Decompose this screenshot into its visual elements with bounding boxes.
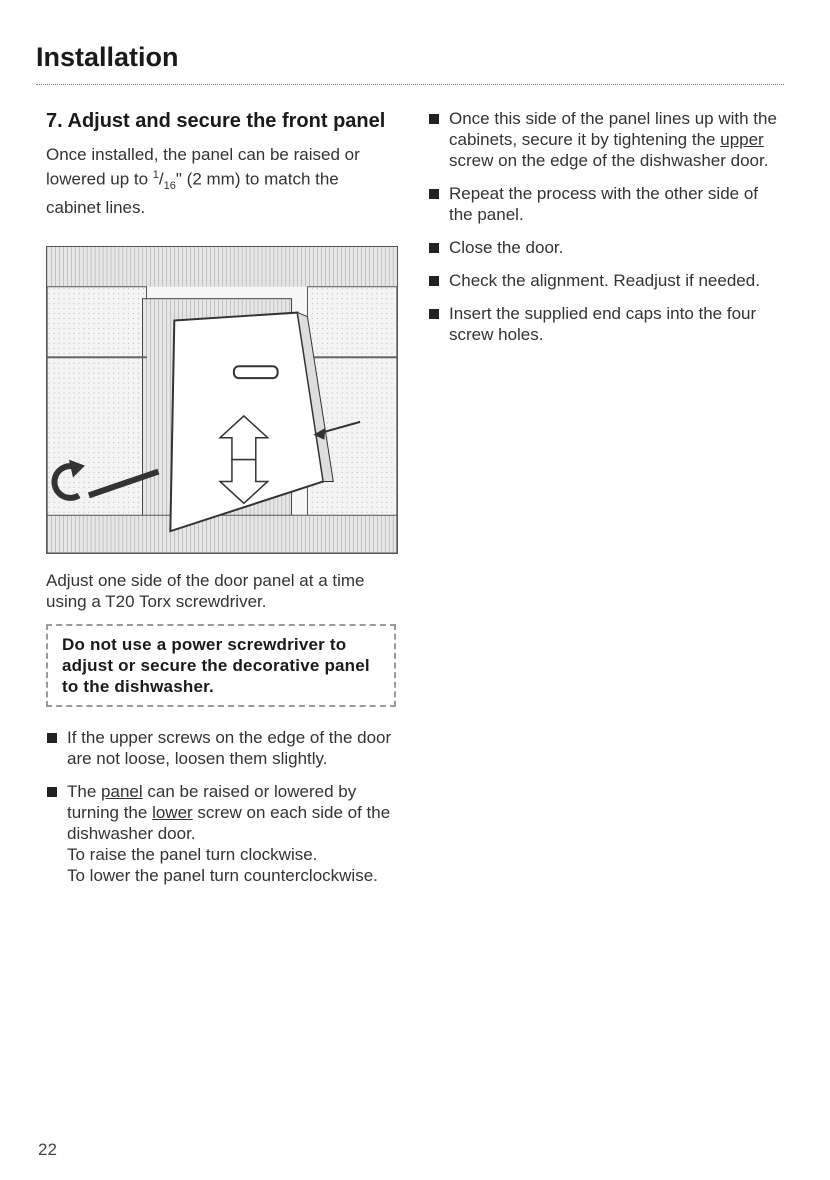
list-item <box>428 108 784 171</box>
list-item <box>428 237 784 258</box>
bullet-square-icon <box>429 243 439 253</box>
step-text-line: To lower the panel turn counterclockwise. <box>67 866 378 886</box>
step-text-part: Once this side of the panel lines up with the cabinets, secure it by tightening the <box>449 109 777 149</box>
bullet-square-icon <box>429 276 439 286</box>
right-column <box>428 108 784 357</box>
step-text-part: can be raised or lowered <box>142 782 334 802</box>
step-text: Close the door. <box>449 238 564 257</box>
intro-text-end: " (2 mm) to match the cabinet lines. <box>46 169 339 218</box>
list-item <box>428 270 784 291</box>
header-divider <box>36 84 784 85</box>
step-heading: 7. Adjust and secure the front panel <box>46 110 386 132</box>
step-text: Repeat the process with the other side of the panel. <box>449 184 759 224</box>
list-item <box>428 183 784 225</box>
warning-box: Do not use a power screwdriver to adjust or secure the decorative panel to the dishwasher. <box>46 624 396 707</box>
page-number: 22 <box>38 1140 57 1159</box>
list-item <box>46 727 396 769</box>
step-text-part: The <box>67 782 102 802</box>
bullet-square-icon <box>429 189 439 199</box>
page-section-title: Installation <box>36 42 179 72</box>
list-item <box>46 781 396 886</box>
fraction-denominator: 16 <box>163 180 176 193</box>
step-text-line: To raise the panel turn clockwise. <box>67 845 318 865</box>
underlined-word: upper <box>720 130 764 149</box>
step-text-part: screw on each side of the dishwasher door. <box>67 803 391 844</box>
drawer-line-right <box>307 356 396 358</box>
underlined-word: lower <box>152 803 193 823</box>
step-text: Insert the supplied end caps into the four screw holes. <box>449 304 757 344</box>
cabinet-left <box>47 287 146 551</box>
fraction-numerator: 1 <box>152 169 159 181</box>
list-item <box>428 303 784 345</box>
left-column <box>46 108 396 898</box>
bullet-square-icon <box>429 114 439 124</box>
underlined-word: panel <box>101 782 143 802</box>
step-text-line <box>67 781 396 844</box>
step-text-part: by turning the <box>67 782 357 823</box>
bullet-square-icon <box>47 733 57 743</box>
intro-paragraph: Once installed, the panel can be raised or lowered up to $^1/_{16}$" (2 mm) to match the cabinet lines. <box>46 145 360 218</box>
step-text: If the upper screws on the edge of the door are not loose, loosen them slightly. <box>67 728 392 769</box>
step-text-part: screw on the edge of the dishwasher door. <box>449 151 769 170</box>
left-step-list <box>46 727 396 886</box>
illustration-svg <box>47 247 397 553</box>
panel-adjustment-illustration <box>46 246 398 554</box>
step-text: Check the alignment. Readjust if needed. <box>449 271 760 290</box>
bullet-square-icon <box>47 787 57 797</box>
right-step-list <box>428 108 784 345</box>
drawer-line-left <box>47 356 146 358</box>
intro-text-start: Once installed, the panel can be raised or lowered up to <box>46 145 360 189</box>
plinth <box>47 515 397 553</box>
figure-caption: Adjust one side of the door panel at a time using a T20 Torx screwdriver. <box>46 571 365 612</box>
countertop <box>47 247 397 287</box>
bullet-square-icon <box>429 309 439 319</box>
